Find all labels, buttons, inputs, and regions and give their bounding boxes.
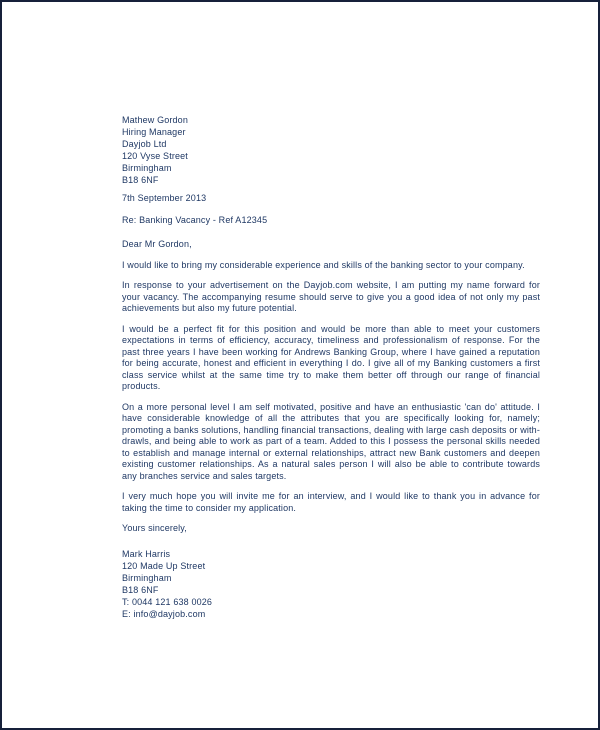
paragraph-intro: I would like to bring my considerable experience and skills of the banking sector to your company. — [122, 259, 525, 270]
sender-address-block — [122, 548, 540, 620]
paragraph-interview: I very much hope you will invite me for an interview, and I would like to thank you in advance for taking the time to consider my application. — [122, 491, 540, 513]
paragraph-response: In response to your advertisement on the Dayjob.com website, I am putting my name forward for your vacancy. The accompanying resume should serve to give you a good idea of not only my past achievements but also my future potential. — [122, 280, 540, 313]
subject-line: Re: Banking Vacancy - Ref A12345 — [122, 214, 268, 225]
paragraph-fit: I would be a perfect fit for this position and would be more than able to meet your customers expectations in terms of efficiency, accuracy, timeliness and professionalism of response. For the past three years I have been working for Andrews Banking Group, where I have gained a reputation for being accurate, honest and efficient in everything I do. I give all of my Banking customers a first class service whilst at the same time try to make them better off through our range of financial products. — [122, 323, 540, 391]
sender-email: E: info@dayjob.com — [122, 608, 206, 619]
sender-street: 120 Made Up Street — [122, 560, 206, 571]
recipient-company: Dayjob Ltd — [122, 139, 167, 149]
recipient-address-block — [122, 114, 540, 186]
sender-city: Birmingham — [122, 572, 172, 583]
closing: Yours sincerely, — [122, 523, 187, 533]
letter-date: 7th September 2013 — [122, 193, 207, 203]
paragraph-personal: On a more personal level I am self motivated, positive and have an enthusiastic 'can do' attitude. I have considerable knowledge of all the attributes that you are specifically looking for, namely; promoting a banks solutions, handling financial transactions, dealing with large cash deposits or with-drawls, and being able to work as part of a team. Added to this I possess the personal skills needed to establish and manage internal or external relationships, attract new Bank customers and deepen existing customer relationships. As a natural sales person I will also be able to contribute towards any branches service and sales targets. — [122, 401, 540, 481]
sender-postcode: B18 6NF — [122, 584, 159, 595]
recipient-name: Mathew Gordon — [122, 115, 188, 125]
letter-content — [122, 114, 540, 620]
recipient-title: Hiring Manager — [122, 127, 186, 137]
salutation: Dear Mr Gordon, — [122, 239, 192, 249]
sender-name: Mark Harris — [122, 548, 171, 559]
recipient-street: 120 Vyse Street — [122, 151, 188, 161]
recipient-city: Birmingham — [122, 163, 172, 173]
recipient-postcode: B18 6NF — [122, 175, 159, 185]
sender-phone: T: 0044 121 638 0026 — [122, 596, 213, 607]
